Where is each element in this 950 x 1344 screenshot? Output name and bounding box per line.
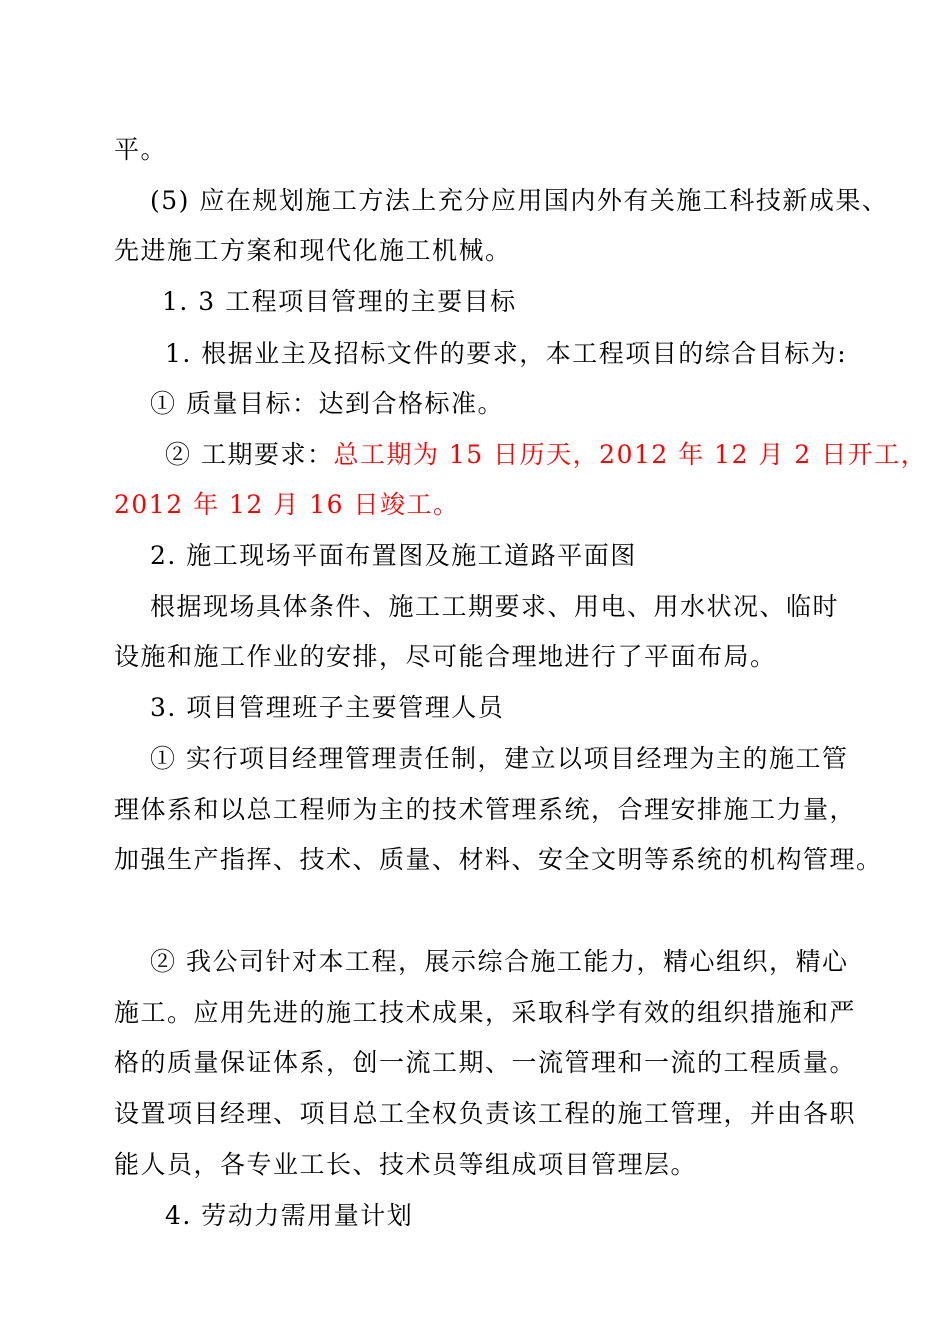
- text-line-14: 理体系和以总工程师为主的技术管理系统，合理安排施工力量，: [114, 795, 857, 824]
- text-line-11: 设施和施工作业的安排，尽可能合理地进行了平面布局。: [114, 642, 777, 671]
- item-3-heading: 3. 项目管理班子主要管理人员: [150, 693, 505, 722]
- schedule-requirement-line: [165, 437, 927, 473]
- text-line-17: 施工。应用先进的施工技术成果，采取科学有效的组织措施和严: [114, 998, 857, 1027]
- schedule-label: ② 工期要求：: [165, 440, 334, 469]
- text-line-16: ② 我公司针对本工程，展示综合施工能力，精心组织，精心: [150, 947, 849, 976]
- section-heading-1-3: 1. 3 工程项目管理的主要目标: [162, 287, 517, 316]
- text-line-10: 根据现场具体条件、施工工期要求、用电、用水状况、临时: [150, 592, 840, 621]
- text-line-18: 格的质量保证体系，创一流工期、一流管理和一流的工程质量。: [114, 1048, 857, 1077]
- text-line-1: 平。: [114, 135, 168, 164]
- quality-target-line: ① 质量目标：达到合格标准。: [150, 389, 504, 418]
- text-line-2: (5) 应在规划施工方法上充分应用国内外有关施工科技新成果、: [150, 186, 889, 215]
- text-line-20: 能人员，各专业工长、技术员等组成项目管理层。: [114, 1150, 698, 1179]
- text-line-19: 设置项目经理、项目总工全权负责该工程的施工管理，并由各职: [114, 1099, 857, 1128]
- text-line-13: ① 实行项目经理管理责任制，建立以项目经理为主的施工管: [150, 744, 849, 773]
- text-line-15: 加强生产指挥、技术、质量、材料、安全文明等系统的机构管理。: [114, 845, 883, 874]
- item-4-heading: 4. 劳动力需用量计划: [165, 1201, 414, 1230]
- item-2-heading: 2. 施工现场平面布置图及施工道路平面图: [150, 541, 637, 570]
- text-line-3: 先进施工方案和现代化施工机械。: [114, 236, 512, 265]
- item-1-heading: 1. 根据业主及招标文件的要求，本工程项目的综合目标为:: [165, 339, 848, 368]
- schedule-highlight: 总工期为 15 日历天，2012 年 12 月 2 日开工，: [333, 440, 928, 469]
- completion-date-line: 2012 年 12 月 16 日竣工。: [114, 490, 460, 519]
